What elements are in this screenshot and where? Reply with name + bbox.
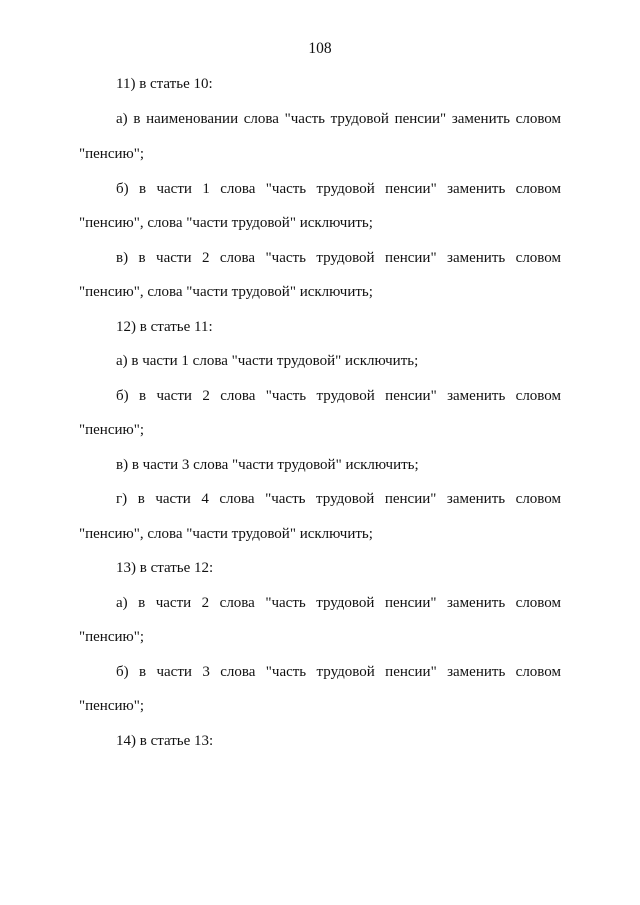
list-item-11a-cont: "пенсию";	[79, 146, 145, 162]
list-item-13a-cont: "пенсию";	[79, 629, 145, 645]
list-item-12d-cont: "пенсию", слова "части трудовой" исключить;	[79, 526, 373, 542]
list-item-12c: в) в части 3 слова "части трудовой" исключить;	[116, 457, 419, 473]
list-item-11: 11) в статье 10:	[116, 76, 213, 92]
page-number: 108	[308, 40, 332, 57]
list-item-13: 13) в статье 12:	[116, 560, 214, 576]
list-item-12b-cont: "пенсию";	[79, 422, 145, 438]
list-item-11b-cont: "пенсию", слова "части трудовой" исключить;	[79, 215, 373, 231]
list-item-13b-cont: "пенсию";	[79, 698, 145, 714]
list-item-11c: в) в части 2 слова "часть трудовой пенсии" заменить словом	[116, 250, 561, 266]
list-item-14: 14) в статье 13:	[116, 733, 214, 749]
list-item-11b: б) в части 1 слова "часть трудовой пенсии" заменить словом	[116, 181, 561, 197]
list-item-12: 12) в статье 11:	[116, 319, 213, 335]
list-item-13a: а) в части 2 слова "часть трудовой пенсии" заменить словом	[116, 595, 561, 611]
list-item-12b: б) в части 2 слова "часть трудовой пенсии" заменить словом	[116, 388, 561, 404]
list-item-11c-cont: "пенсию", слова "части трудовой" исключить;	[79, 284, 373, 300]
list-item-12d: г) в части 4 слова "часть трудовой пенсии" заменить словом	[116, 491, 561, 507]
list-item-11a: а) в наименовании слова "часть трудовой пенсии" заменить словом	[116, 111, 561, 127]
list-item-13b: б) в части 3 слова "часть трудовой пенсии" заменить словом	[116, 664, 561, 680]
list-item-12a: а) в части 1 слова "части трудовой" исключить;	[116, 353, 419, 369]
